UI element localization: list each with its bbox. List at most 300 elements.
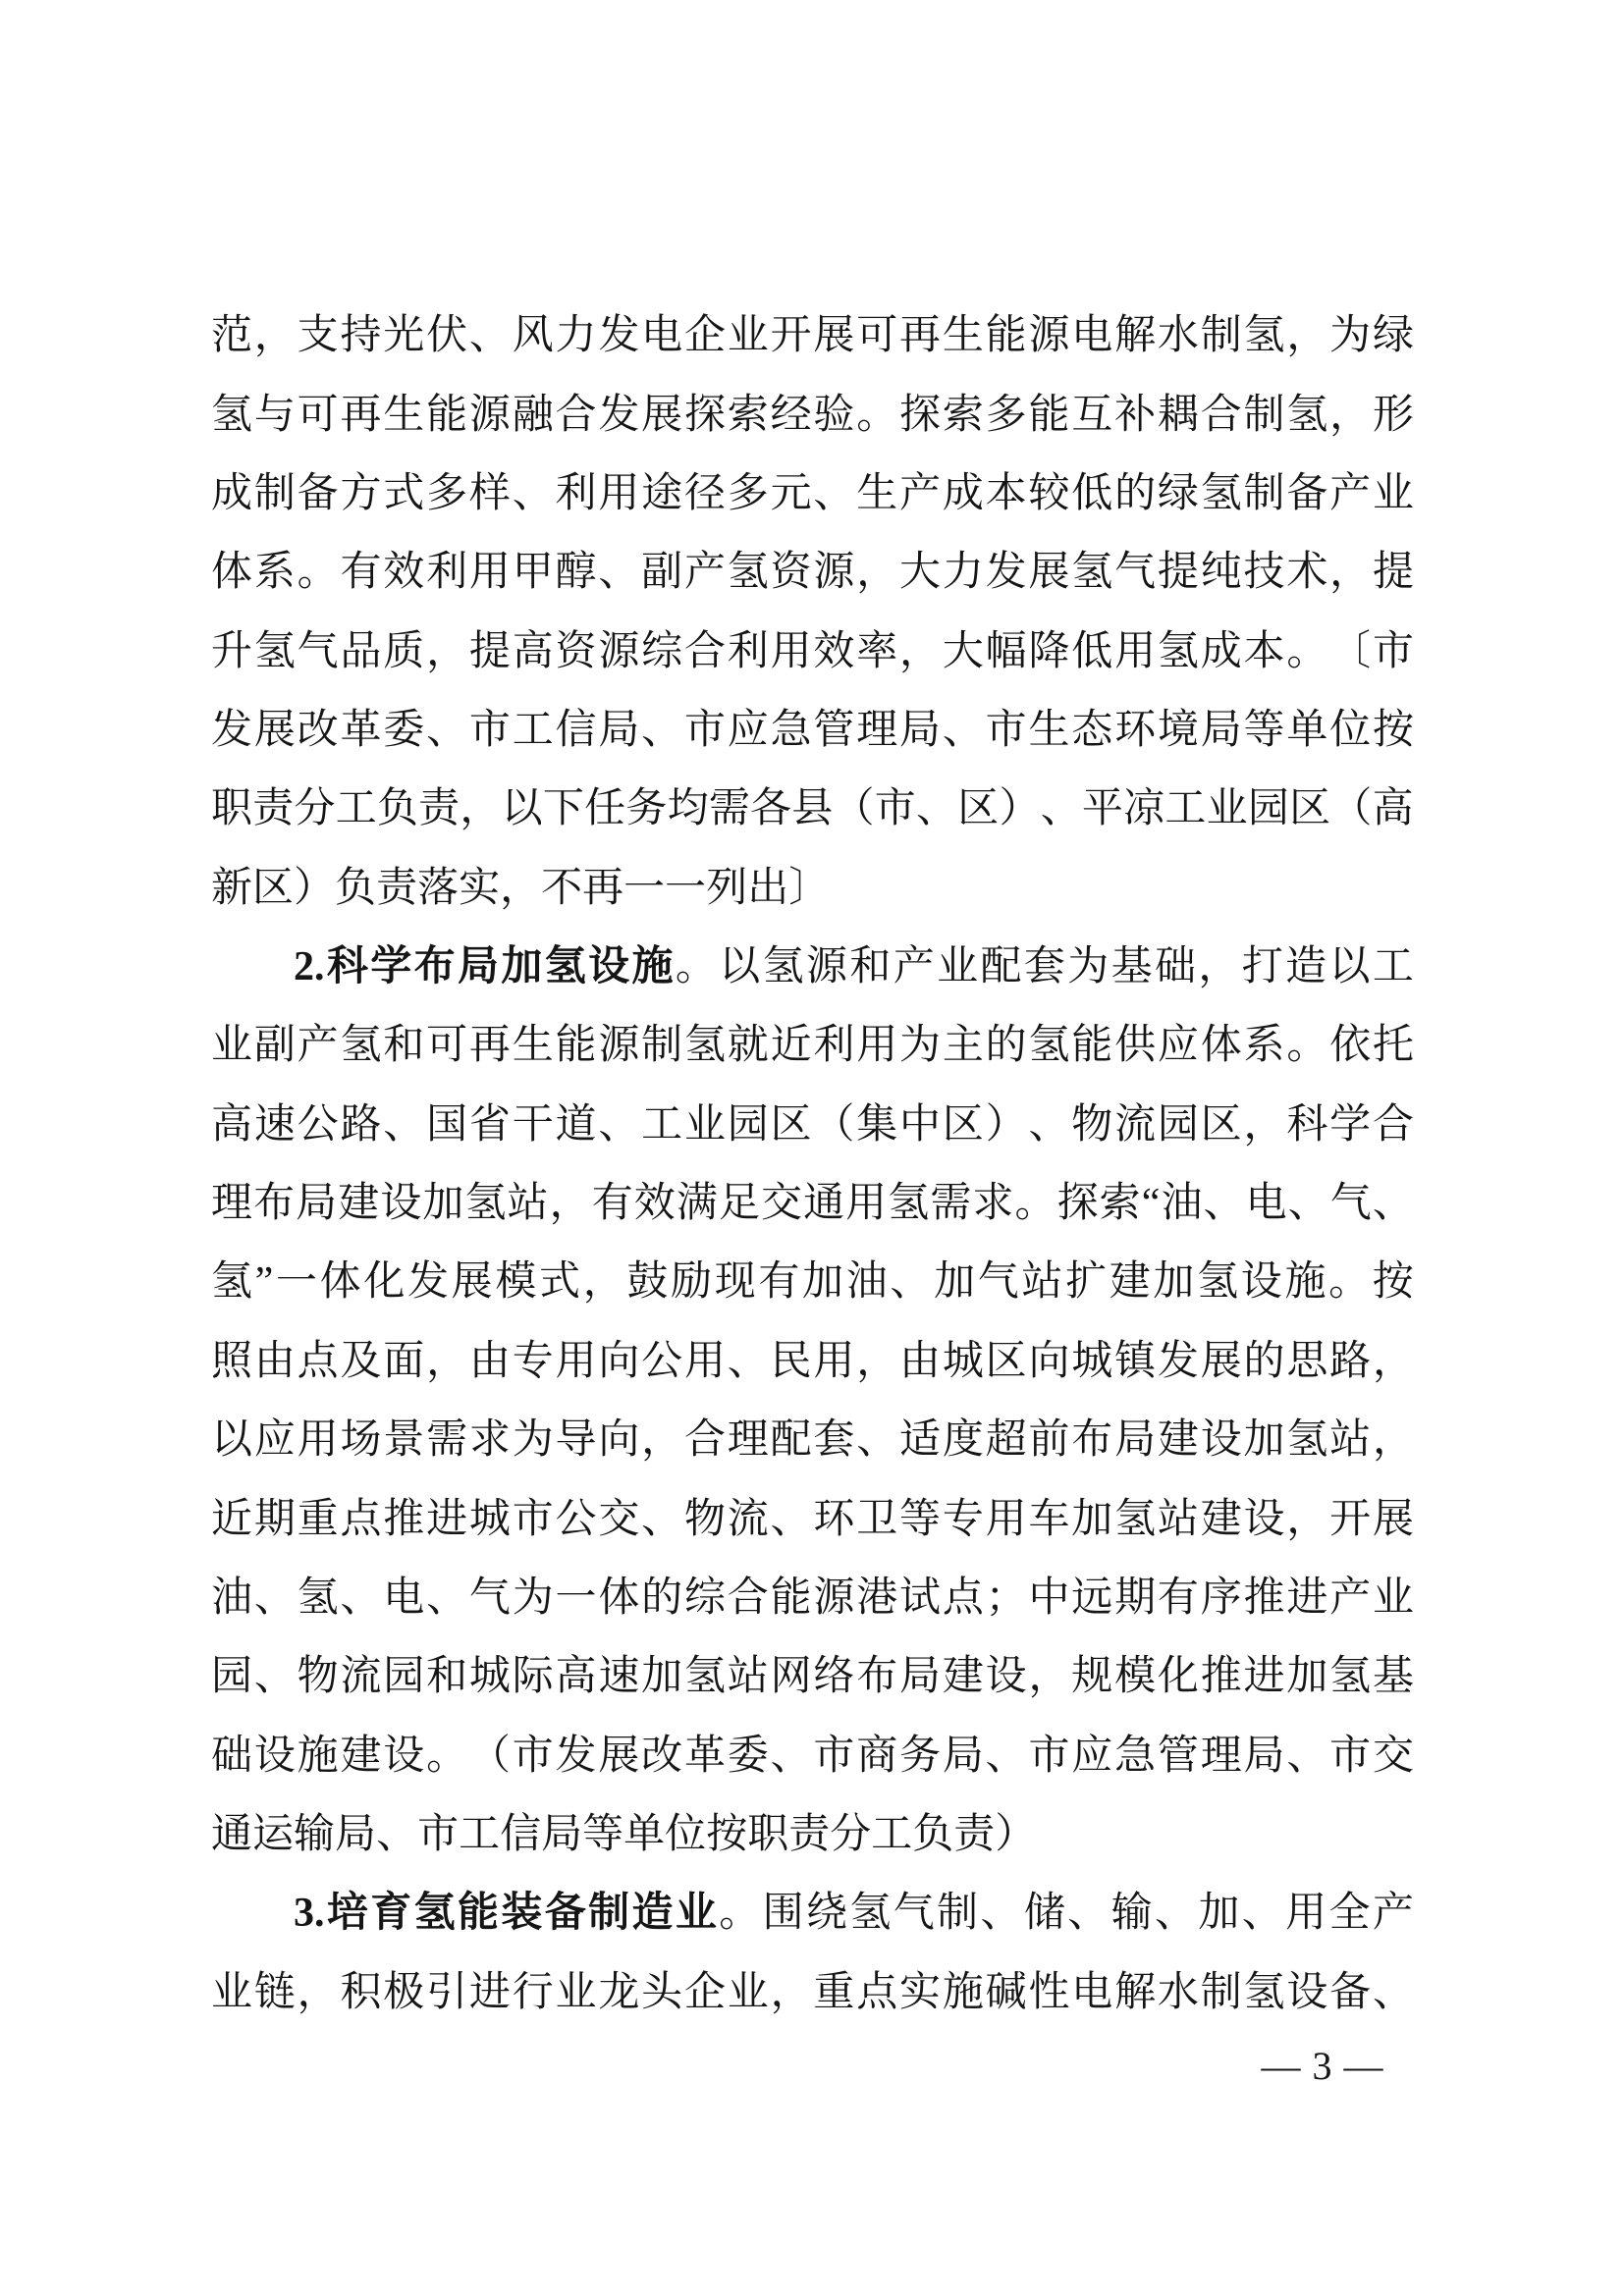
text-run: 分 bbox=[294, 786, 336, 832]
text-run: 途 bbox=[641, 470, 683, 516]
text-run: 利 bbox=[727, 628, 769, 674]
text-run: 、 bbox=[383, 1101, 425, 1148]
text-run: 建 bbox=[340, 1733, 382, 1779]
text-line bbox=[211, 296, 1414, 375]
text-run: 为 bbox=[512, 1575, 554, 1621]
text-run: 发 bbox=[407, 1259, 450, 1306]
text-run: 本 bbox=[985, 470, 1027, 516]
text-run: ） bbox=[995, 1812, 1037, 1857]
text-run: 。 bbox=[297, 550, 339, 596]
text-run: 照 bbox=[211, 1338, 253, 1384]
text-run: 元 bbox=[770, 470, 812, 516]
text-run: 建 bbox=[1109, 1259, 1151, 1306]
text-run: 交 bbox=[761, 1181, 803, 1227]
text-run: 加 bbox=[422, 1181, 464, 1227]
text-run: ， bbox=[297, 1969, 339, 2015]
text-run: “ bbox=[1141, 1181, 1161, 1227]
text-run: 扩 bbox=[1065, 1259, 1108, 1306]
text-run: 商 bbox=[856, 1733, 898, 1779]
text-run: 交 bbox=[1372, 1733, 1414, 1779]
text-run: 电 bbox=[1245, 1181, 1287, 1227]
text-run: 2. bbox=[294, 944, 325, 990]
text-run: 能 bbox=[985, 313, 1027, 359]
text-run: 发 bbox=[555, 1733, 597, 1779]
text-run: ） bbox=[985, 1101, 1027, 1148]
text-run: 极 bbox=[383, 1969, 425, 2015]
text-run: 范 bbox=[211, 313, 253, 359]
text-run: 职 bbox=[211, 786, 253, 832]
text-run: 分 bbox=[830, 1812, 872, 1857]
text-run: 业 bbox=[937, 944, 979, 990]
text-run: 城 bbox=[468, 1654, 511, 1700]
text-run: 向 bbox=[1028, 1338, 1070, 1384]
text-run: 供 bbox=[1114, 1023, 1157, 1069]
text-run: ， bbox=[426, 628, 468, 674]
text-run: 储 bbox=[1023, 1891, 1065, 1937]
text-run: 按 bbox=[1372, 1259, 1414, 1306]
text-line bbox=[211, 533, 1414, 612]
text-run: 凉 bbox=[1123, 786, 1165, 832]
text-run: 列 bbox=[706, 865, 748, 911]
text-run: 局 bbox=[942, 1733, 984, 1779]
text-run: 头 bbox=[641, 1969, 683, 2015]
text-run: 能 bbox=[555, 1023, 597, 1069]
text-run: 速 bbox=[253, 1101, 296, 1148]
text-run: 局 bbox=[598, 707, 640, 753]
text-run: 、 bbox=[1040, 786, 1082, 832]
text-run: 单 bbox=[1286, 707, 1328, 753]
text-run: 率 bbox=[856, 628, 898, 674]
text-run: 前 bbox=[1028, 1417, 1070, 1464]
text-run: 序 bbox=[1200, 1575, 1242, 1621]
text-run: 源 bbox=[1028, 313, 1070, 359]
text-run: 的 bbox=[641, 1575, 683, 1621]
text-run: 降 bbox=[1028, 628, 1070, 674]
text-line bbox=[211, 849, 1414, 928]
text-run: 科 bbox=[326, 944, 368, 990]
text-run: 建 bbox=[942, 1654, 984, 1700]
text-run: 可 bbox=[426, 1023, 468, 1069]
text-line bbox=[211, 1322, 1414, 1401]
text-run: 信 bbox=[555, 707, 597, 753]
text-run: 单 bbox=[623, 1812, 666, 1857]
text-run: 市 bbox=[1372, 628, 1414, 674]
text-run: 输 bbox=[1110, 1891, 1153, 1937]
text-run: 碱 bbox=[985, 1969, 1027, 2015]
text-run: 理 bbox=[727, 1417, 769, 1464]
text-run: 气 bbox=[893, 1891, 935, 1937]
text-run: 鼓 bbox=[626, 1259, 669, 1306]
text-run: 按 bbox=[706, 1812, 748, 1857]
text-run: 局 bbox=[1243, 1733, 1285, 1779]
text-run: 生 bbox=[512, 1023, 554, 1069]
text-run: 布 bbox=[253, 1181, 296, 1227]
text-run: 支 bbox=[297, 313, 339, 359]
text-run: 展 bbox=[598, 1733, 640, 1779]
text-run: 用 bbox=[555, 1338, 597, 1384]
text-run: 大 bbox=[899, 550, 942, 596]
text-run: 制 bbox=[588, 1891, 630, 1937]
text-run: 效 bbox=[813, 628, 855, 674]
text-run: 、 bbox=[980, 1891, 1022, 1937]
text-run: 设 bbox=[588, 944, 630, 990]
text-run: 方 bbox=[340, 470, 382, 516]
text-run: 远 bbox=[1071, 1575, 1113, 1621]
text-run: 局 bbox=[296, 1181, 338, 1227]
text-run: 站 bbox=[507, 1181, 549, 1227]
text-run: 由 bbox=[253, 1338, 296, 1384]
text-run: 有 bbox=[340, 550, 382, 596]
text-run: 醇 bbox=[555, 550, 597, 596]
text-run: 理 bbox=[211, 1181, 253, 1227]
text-run: 科 bbox=[1286, 1101, 1328, 1148]
text-run: 提 bbox=[468, 628, 511, 674]
text-run: 超 bbox=[985, 1417, 1027, 1464]
text-line bbox=[211, 454, 1414, 533]
text-run: 产 bbox=[1329, 470, 1372, 516]
text-run: ， bbox=[899, 628, 942, 674]
text-run: 形 bbox=[1372, 392, 1414, 438]
text-run: ” bbox=[254, 1259, 274, 1306]
text-run: 用 bbox=[856, 1023, 898, 1069]
text-run: 有 bbox=[758, 1259, 800, 1306]
text-run: 站 bbox=[727, 1654, 769, 1700]
text-run: 探 bbox=[899, 392, 942, 438]
text-run: 大 bbox=[942, 628, 984, 674]
text-run: 一 bbox=[555, 1575, 597, 1621]
text-run: 及 bbox=[340, 1338, 382, 1384]
text-run: 资 bbox=[555, 628, 597, 674]
text-line bbox=[211, 1953, 1414, 2032]
text-run: 期 bbox=[1114, 1575, 1157, 1621]
text-run: 基 bbox=[1372, 1654, 1414, 1700]
text-run: 局 bbox=[899, 1654, 942, 1700]
text-run: 工 bbox=[1164, 786, 1207, 832]
text-run: 委 bbox=[727, 1733, 769, 1779]
text-run: 。 bbox=[1014, 1181, 1056, 1227]
text-run: 流 bbox=[1114, 1101, 1157, 1148]
text-run: 、 bbox=[1067, 1891, 1110, 1937]
text-run: 加 bbox=[802, 1259, 844, 1306]
text-run: 应 bbox=[253, 1417, 296, 1464]
text-run: 点 bbox=[856, 1969, 898, 2015]
text-run: 氢 bbox=[683, 1654, 726, 1700]
text-run: 公 bbox=[555, 1496, 597, 1542]
text-run: 区 bbox=[252, 865, 295, 911]
text-run: 展 bbox=[451, 1259, 493, 1306]
text-run: 配 bbox=[980, 944, 1022, 990]
text-run: 再 bbox=[340, 392, 382, 438]
text-run: 集 bbox=[856, 1101, 898, 1148]
text-run: 应 bbox=[1157, 1023, 1199, 1069]
text-run: 制 bbox=[1243, 470, 1285, 516]
text-run: 源 bbox=[813, 1575, 855, 1621]
text-run: 进 bbox=[1286, 1575, 1328, 1621]
text-run: 、 bbox=[468, 313, 511, 359]
text-run: 系 bbox=[253, 550, 296, 596]
text-run: 能 bbox=[770, 1575, 812, 1621]
text-run: 向 bbox=[598, 1417, 640, 1464]
text-run: 负 bbox=[335, 865, 377, 911]
text-run: 探 bbox=[683, 392, 726, 438]
text-run: 开 bbox=[1329, 1496, 1372, 1542]
text-run: 用 bbox=[985, 1496, 1027, 1542]
text-run: 高 bbox=[555, 1654, 597, 1700]
text-run: 有 bbox=[1157, 1575, 1199, 1621]
text-run: 出 bbox=[747, 865, 789, 911]
text-run: 利 bbox=[813, 1023, 855, 1069]
text-run: 市 bbox=[1028, 1733, 1070, 1779]
text-run: 区 bbox=[985, 1338, 1027, 1384]
text-run: 信 bbox=[500, 1812, 542, 1857]
text-run: 体 bbox=[211, 550, 253, 596]
text-run: 一 bbox=[275, 1259, 317, 1306]
text-run: 业 bbox=[683, 1101, 726, 1148]
text-run: 伏 bbox=[426, 313, 468, 359]
text-run: 区 bbox=[1289, 786, 1331, 832]
text-run: 升 bbox=[211, 628, 253, 674]
text-run: 氢 bbox=[1243, 313, 1285, 359]
text-run: 站 bbox=[1157, 1496, 1199, 1542]
text-run: 区 bbox=[942, 1101, 984, 1148]
text-run: 造 bbox=[631, 1891, 674, 1937]
text-run: 设 bbox=[1286, 1969, 1328, 2015]
text-run: 低 bbox=[1071, 628, 1113, 674]
text-run: 。 bbox=[426, 1733, 468, 1779]
text-run: 的 bbox=[1114, 470, 1157, 516]
text-run: 网 bbox=[770, 1654, 812, 1700]
text-run: 、 bbox=[1287, 1181, 1329, 1227]
text-run: 公 bbox=[641, 1338, 683, 1384]
text-run: 适 bbox=[899, 1417, 942, 1464]
text-run: ， bbox=[253, 313, 296, 359]
text-run: 电 bbox=[1071, 1969, 1113, 2015]
text-run: 性 bbox=[1028, 1969, 1070, 2015]
text-run: 业 bbox=[211, 1023, 253, 1069]
text-run: 术 bbox=[1286, 550, 1328, 596]
text-run: 站 bbox=[1329, 1417, 1372, 1464]
text-run: 局 bbox=[541, 1812, 583, 1857]
text-run: 景 bbox=[383, 1417, 425, 1464]
text-run: 施 bbox=[942, 1969, 984, 2015]
text-run: 全 bbox=[1328, 1891, 1371, 1937]
text-run: 加 bbox=[1198, 1891, 1240, 1937]
text-run: 高 bbox=[512, 628, 554, 674]
text-run: 责 bbox=[788, 1812, 831, 1857]
text-run: 础 bbox=[1154, 944, 1196, 990]
text-run: （ bbox=[468, 1733, 511, 1779]
text-run: 索 bbox=[727, 392, 769, 438]
text-run: 。 bbox=[1286, 628, 1328, 674]
text-run: 各 bbox=[750, 786, 792, 832]
text-run: 氢 bbox=[1028, 1023, 1070, 1069]
text-run: 市 bbox=[683, 707, 726, 753]
text-run: 环 bbox=[1114, 707, 1157, 753]
text-run: 重 bbox=[813, 1969, 855, 2015]
text-run: 气 bbox=[468, 1575, 511, 1621]
text-run: 合 bbox=[555, 392, 597, 438]
text-run: 业 bbox=[675, 1891, 717, 1937]
text-run: 业 bbox=[1372, 470, 1414, 516]
text-line bbox=[211, 1716, 1414, 1794]
text-run: 不 bbox=[541, 865, 583, 911]
text-run: （ bbox=[833, 786, 875, 832]
text-run: 革 bbox=[340, 707, 382, 753]
text-run: 验 bbox=[813, 392, 855, 438]
text-line bbox=[211, 1401, 1414, 1479]
text-run: 氢 bbox=[1200, 470, 1242, 516]
text-run: 进 bbox=[426, 1496, 468, 1542]
text-run: 资 bbox=[770, 550, 812, 596]
text-run: 站 bbox=[1021, 1259, 1063, 1306]
text-run: 备 bbox=[1286, 470, 1328, 516]
text-run: ， bbox=[856, 1338, 898, 1384]
text-run: 氢 bbox=[544, 944, 586, 990]
text-run: 电 bbox=[383, 1575, 425, 1621]
text-run: 合 bbox=[1200, 392, 1242, 438]
text-run: 3. bbox=[294, 1891, 325, 1937]
text-run: 市 bbox=[874, 786, 916, 832]
text-run: 氢 bbox=[1114, 1496, 1157, 1542]
text-run: 、 bbox=[512, 470, 554, 516]
text-run: 氢 bbox=[1286, 392, 1328, 438]
text-run: 求 bbox=[468, 1417, 511, 1464]
text-run: 力 bbox=[942, 550, 984, 596]
text-run: 多 bbox=[426, 470, 468, 516]
text-run: 和 bbox=[849, 944, 892, 990]
text-run: 施 bbox=[631, 944, 674, 990]
text-run: 加 bbox=[1153, 1259, 1195, 1306]
text-run: 水 bbox=[1157, 313, 1199, 359]
text-run: 求 bbox=[972, 1181, 1014, 1227]
text-run: 物 bbox=[297, 1654, 339, 1700]
text-run: ） bbox=[999, 786, 1041, 832]
text-run: 专 bbox=[942, 1496, 984, 1542]
text-run: 氢 bbox=[1329, 1654, 1372, 1700]
text-line bbox=[211, 1559, 1414, 1637]
text-run: 中 bbox=[899, 1101, 942, 1148]
text-run: 径 bbox=[683, 470, 726, 516]
text-line bbox=[211, 1479, 1414, 1558]
text-run: 一 bbox=[665, 865, 707, 911]
text-run: 速 bbox=[598, 1654, 640, 1700]
text-run: ， bbox=[460, 786, 502, 832]
text-run: 再 bbox=[582, 865, 624, 911]
text-run: 、 bbox=[1154, 1891, 1196, 1937]
text-run: 委 bbox=[383, 707, 425, 753]
text-run: 展 bbox=[1200, 1338, 1242, 1384]
text-run: 为 bbox=[512, 1417, 554, 1464]
text-line bbox=[211, 1164, 1414, 1243]
text-run: 气 bbox=[1329, 1181, 1372, 1227]
text-run: 索 bbox=[942, 392, 984, 438]
text-run: 、 bbox=[770, 1496, 812, 1542]
text-run: 推 bbox=[383, 1496, 425, 1542]
text-run: 点 bbox=[942, 1575, 984, 1621]
text-run: 成 bbox=[1200, 628, 1242, 674]
text-run: 。 bbox=[1286, 1023, 1328, 1069]
text-run: 业 bbox=[727, 1969, 769, 2015]
text-run: 可 bbox=[856, 313, 898, 359]
text-run: 重 bbox=[297, 1496, 339, 1542]
text-run: 一 bbox=[623, 865, 666, 911]
text-line bbox=[211, 1637, 1414, 1716]
text-run: 负 bbox=[376, 786, 418, 832]
text-run: 工 bbox=[871, 1812, 913, 1857]
text-run: 高 bbox=[1372, 786, 1414, 832]
text-run: 需 bbox=[930, 1181, 972, 1227]
text-run: 。 bbox=[856, 392, 898, 438]
text-run: 环 bbox=[813, 1496, 855, 1542]
text-run: 、 bbox=[1372, 1969, 1414, 2015]
text-line bbox=[211, 1243, 1414, 1321]
text-run: 园 bbox=[1247, 786, 1289, 832]
text-run: 负 bbox=[912, 1812, 954, 1857]
text-run: 解 bbox=[1114, 1969, 1157, 2015]
text-run: 培 bbox=[326, 1891, 368, 1937]
text-run: 幅 bbox=[985, 628, 1027, 674]
text-run: 油 bbox=[845, 1259, 888, 1306]
text-run: 工 bbox=[512, 707, 554, 753]
text-run: 、 bbox=[985, 1733, 1027, 1779]
text-run: 加 bbox=[641, 1654, 683, 1700]
text-run: ， bbox=[1243, 1101, 1285, 1148]
text-run: 责 bbox=[418, 786, 460, 832]
text-run: 氢 bbox=[413, 1891, 456, 1937]
text-run: 际 bbox=[512, 1654, 554, 1700]
text-run: 融 bbox=[512, 392, 554, 438]
text-run: 施 bbox=[1284, 1259, 1326, 1306]
text-run: 市 bbox=[813, 1733, 855, 1779]
text-run: 开 bbox=[770, 313, 812, 359]
text-run: 气 bbox=[977, 1259, 1019, 1306]
text-run: 生 bbox=[856, 470, 898, 516]
text-run: 为 bbox=[899, 1023, 942, 1069]
text-run: 加 bbox=[501, 944, 543, 990]
text-run: 、 bbox=[890, 1259, 932, 1306]
text-run: 础 bbox=[211, 1733, 253, 1779]
text-run: 为 bbox=[1329, 313, 1372, 359]
text-run: ， bbox=[1329, 550, 1372, 596]
text-run: 光 bbox=[383, 313, 425, 359]
text-run: 依 bbox=[1329, 1023, 1372, 1069]
text-run: ， bbox=[641, 1417, 683, 1464]
text-run: 制 bbox=[937, 1891, 979, 1937]
text-run: 技 bbox=[1243, 550, 1285, 596]
text-run: 综 bbox=[683, 1575, 726, 1621]
text-run: 市 bbox=[512, 1733, 554, 1779]
text-run: 加 bbox=[934, 1259, 976, 1306]
text-run: 产 bbox=[297, 1023, 339, 1069]
text-run: 备 bbox=[544, 1891, 586, 1937]
text-run: 和 bbox=[426, 1654, 468, 1700]
text-run: 副 bbox=[641, 550, 683, 596]
text-run: 甲 bbox=[512, 550, 554, 596]
text-run: 水 bbox=[1157, 1969, 1199, 2015]
text-run: 与 bbox=[253, 392, 296, 438]
text-run: 体 bbox=[319, 1259, 361, 1306]
text-run: 以 bbox=[501, 786, 543, 832]
text-run: 、 bbox=[253, 1575, 296, 1621]
text-line bbox=[211, 1874, 1414, 1952]
document-body bbox=[211, 296, 1414, 2032]
text-run: 革 bbox=[683, 1733, 726, 1779]
text-run: 中 bbox=[1028, 1575, 1070, 1621]
text-run: 氢 bbox=[253, 628, 296, 674]
text-run: ， bbox=[426, 1338, 468, 1384]
text-run: 工 bbox=[459, 1812, 501, 1857]
text-run: 管 bbox=[813, 707, 855, 753]
